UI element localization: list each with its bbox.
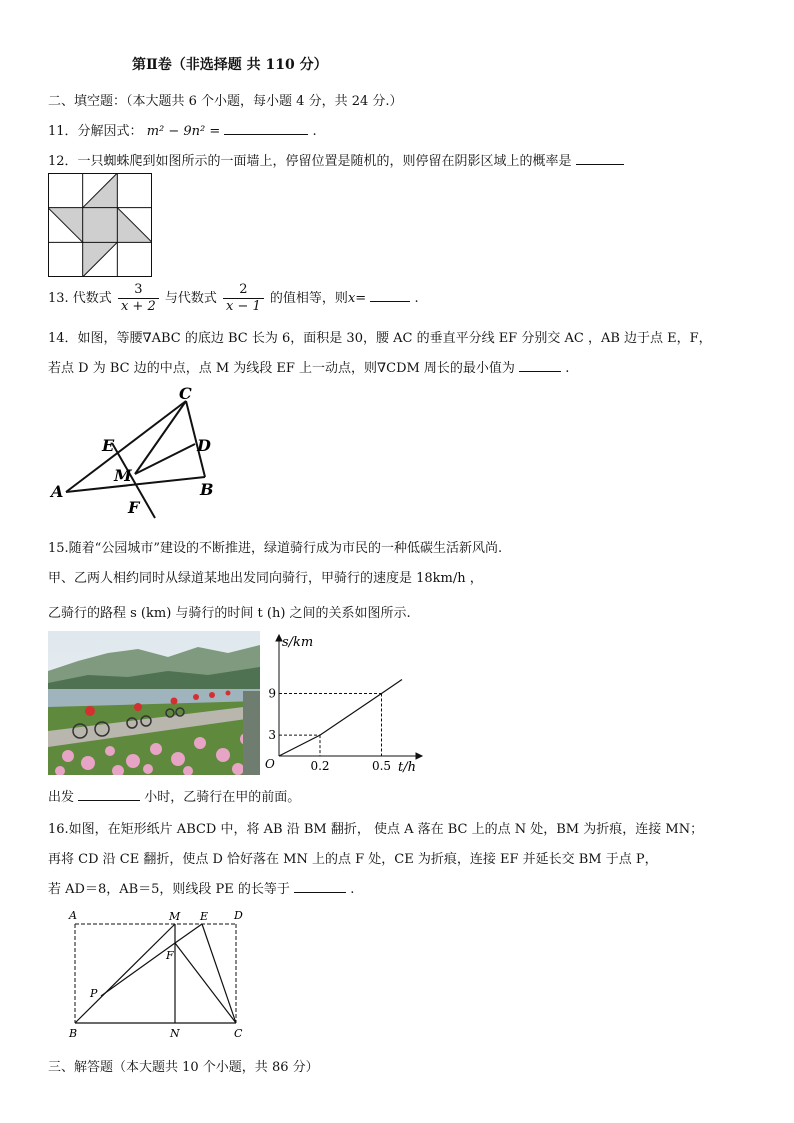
label-E: E	[200, 910, 209, 923]
label-B: B	[69, 1027, 78, 1040]
label-M: M	[114, 466, 132, 485]
label-D: D	[234, 909, 243, 922]
label-F: F	[166, 949, 174, 962]
q13-fraction-1	[118, 282, 159, 315]
label-D: D	[197, 436, 211, 455]
q13-mid: 与代数式	[164, 291, 217, 306]
label-E: E	[102, 436, 115, 455]
q13-f2-den: x − 1	[226, 299, 261, 314]
x-tick-label-0.5: 0.5	[371, 759, 392, 773]
shaded-region	[48, 173, 152, 277]
q13-f2-num: 2	[223, 282, 264, 299]
label-B: B	[200, 480, 214, 499]
y-tick-label-3: 3	[268, 728, 276, 743]
question-16-line-2: 再将 CD 沿 CE 翻折，使点 D 恰好落在 MN 上的点 F 处，CE 为折痕，连接 EF 并延长交 BM 于点 P，	[48, 852, 658, 867]
q16-answer-blank[interactable]	[294, 880, 346, 893]
question-15-line-1: 15.随着“公园城市”建设的不断推进，绿道骑行成为市民的一种低碳生活新风尚.	[48, 541, 503, 556]
label-N: N	[170, 1027, 180, 1040]
question-15-line-3: 乙骑行的路程 s (km) 与骑行的时间 t (h) 之间的关系如图所示.	[48, 606, 411, 621]
label-A: A	[69, 909, 77, 922]
x-tick-label-0.2: 0.2	[310, 759, 330, 773]
q16-rectangle-figure	[62, 905, 262, 1043]
series-line	[279, 680, 402, 756]
q12-text: 12．一只蜘蛛爬到如图所示的一面墙上，停留位置是随机的，则停留在阴影区域上的概率是	[48, 154, 572, 169]
question-14-line-1: 14．如图，等腰∇ABC 的底边 BC 长为 6，面积是 30，腰 AC 的垂直平分线 EF 分别交 AC ，AB 边于点 E，F，	[48, 331, 712, 346]
q11-label: 11．分解因式：	[48, 124, 143, 139]
q11-expression: m² − 9n² =	[146, 124, 221, 139]
label-F: F	[128, 498, 140, 517]
q13-f1-num: 3	[118, 282, 159, 299]
question-11	[48, 120, 317, 139]
q15-lead: 出发	[48, 790, 75, 805]
label-M: M	[169, 910, 181, 923]
label-C: C	[234, 1027, 243, 1040]
question-12	[48, 150, 624, 169]
q14-triangle-figure	[48, 385, 228, 525]
q15-distance-time-graph	[262, 630, 432, 776]
q12-grid-figure	[48, 173, 152, 277]
q13-end: .	[414, 291, 419, 306]
cycling-photo	[48, 631, 260, 775]
q14-end: .	[565, 361, 570, 376]
q13-eq: =	[355, 291, 367, 306]
question-15-line-4	[48, 786, 300, 805]
q11-end: .	[312, 124, 317, 139]
q13-f1-den: x + 2	[120, 299, 156, 314]
question-14-line-2	[48, 357, 569, 376]
label-C: C	[179, 385, 192, 403]
x-axis-arrow	[416, 753, 422, 759]
question-16-line-3	[48, 878, 354, 897]
origin-label: O	[265, 757, 275, 771]
y-axis-label: s/km	[282, 635, 314, 650]
q12-answer-blank[interactable]	[576, 152, 624, 165]
q13-fraction-2	[223, 282, 264, 315]
section-title: 第Ⅱ卷（非选择题 共 110 分）	[132, 57, 328, 73]
y-tick-label-9: 9	[268, 686, 276, 701]
question-13	[48, 282, 419, 315]
q15-answer-blank[interactable]	[78, 788, 140, 801]
q13-lead: 13. 代数式	[48, 291, 112, 306]
section-2-heading: 二、填空题：（本大题共 6 个小题，每小题 4 分，共 24 分.）	[48, 94, 403, 109]
q13-answer-blank[interactable]	[370, 289, 410, 302]
section-3-heading: 三、解答题（本大题共 10 个小题，共 86 分）	[48, 1060, 319, 1075]
label-P: P	[90, 987, 98, 1000]
label-A: A	[51, 482, 64, 501]
x-axis-label: t/h	[398, 760, 416, 775]
question-16-line-1: 16.如图，在矩形纸片 ABCD 中，将 AB 沿 BM 翻折， 使点 A 落在 BC 上的点 N 处，BM 为折痕，连接 MN；	[48, 822, 704, 837]
q15-tail: 小时，乙骑行在甲的前面。	[144, 790, 301, 805]
question-15-line-2: 甲、乙两人相约同时从绿道某地出发同向骑行，甲骑行的速度是 18km/h ，	[48, 571, 483, 586]
q11-answer-blank[interactable]	[224, 122, 308, 135]
q13-tail: 的值相等，则	[269, 291, 348, 306]
q13-var: x	[347, 291, 356, 306]
q16-text: 若 AD＝8，AB＝5，则线段 PE 的长等于	[48, 882, 290, 897]
q14-text: 若点 D 为 BC 边的中点，点 M 为线段 EF 上一动点，则∇CDM 周长的最小值为	[48, 361, 515, 376]
q16-end: .	[350, 882, 355, 897]
q14-answer-blank[interactable]	[519, 359, 561, 372]
